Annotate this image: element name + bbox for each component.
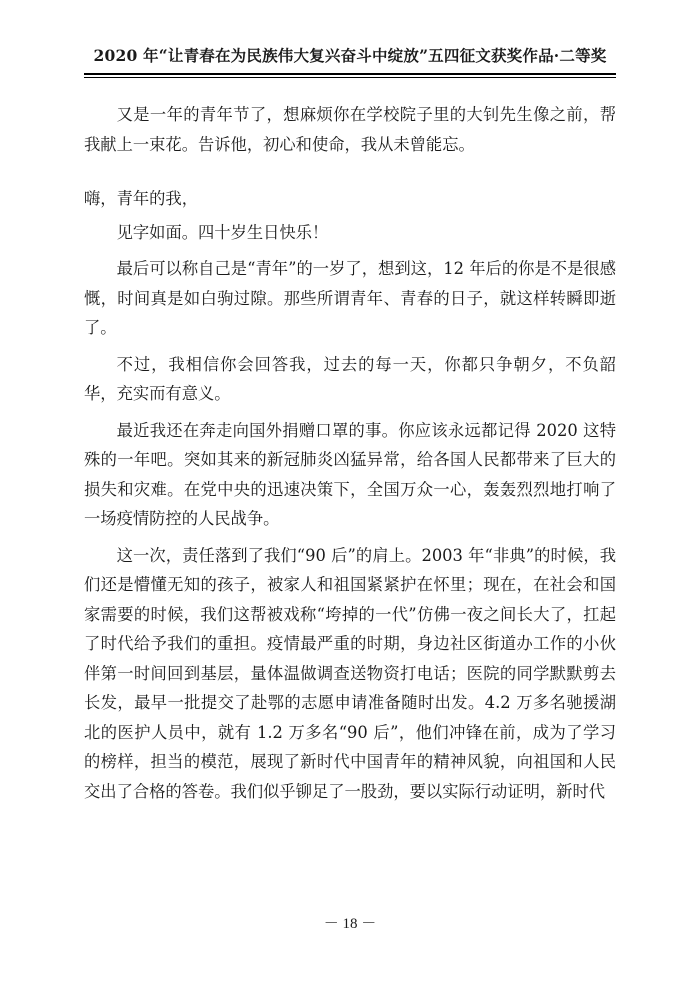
page-number: － 18 － bbox=[323, 916, 377, 932]
paragraph: 最近我还在奔走向国外捐赠口罩的事。你应该永远都记得 2020 这特殊的一年吧。突如其来的新冠肺炎凶猛异常，给各国人民都带来了巨大的损失和灾难。在党中央的迅速决策下，全国万众一心，轰轰烈烈地打响了一场疫情防控的人民战争。 bbox=[84, 420, 616, 528]
document-header: 2020 年“让青春在为民族伟大复兴奋斗中绽放”五四征文获奖作品·二等奖 bbox=[93, 46, 607, 65]
paragraph: 不过，我相信你会回答我，过去的每一天，你都只争朝夕，不负韶华，充实而有意义。 bbox=[84, 354, 616, 403]
paragraph: 最后可以称自己是“青年”的一岁了，想到这，12 年后的你是不是很感慨，时间真是如白驹过隙。那些所谓青年、青春的日子，就这样转瞬即逝了。 bbox=[84, 259, 616, 337]
document-body bbox=[84, 100, 616, 806]
salutation: 嗨，青年的我， bbox=[84, 189, 198, 208]
paragraph-gap bbox=[84, 159, 616, 184]
header-rule-thick bbox=[84, 73, 616, 75]
paragraph: 这一次，责任落到了我们“90 后”的肩上。2003 年“非典”的时候，我们还是懵懂无知的孩子，被家人和祖国紧紧护在怀里；现在，在社会和国家需要的时候，我们这帮被戏称“垮掉的一代”仿佛一夜之间长大了，扛起了时代给予我们的重担。疫情最严重的时期，身边社区街道办工作的小伙伴第一时间回到基层，量体温做调查送物资打电话；医院的同学默默剪去长发，最早一批提交了赴鄂的志愿申请准备随时出发。4.2 万多名驰援湖北的医护人员中，就有 1.2 万多名“90 后”，他们冲锋在前，成为了学习的榜样，担当的模范，展现了新时代中国青年的精神风貌，向祖国和人民交出了合格的答卷。我们似乎铆足了一股劲，要以实际行动证明，新时代 bbox=[84, 545, 616, 801]
paragraph: 又是一年的青年节了，想麻烦你在学校院子里的大钊先生像之前，帮我献上一束花。告诉他，初心和使命，我从未曾能忘。 bbox=[84, 105, 616, 154]
header-rule-thin bbox=[84, 77, 616, 78]
paragraph: 见字如面。四十岁生日快乐！ bbox=[116, 222, 329, 242]
